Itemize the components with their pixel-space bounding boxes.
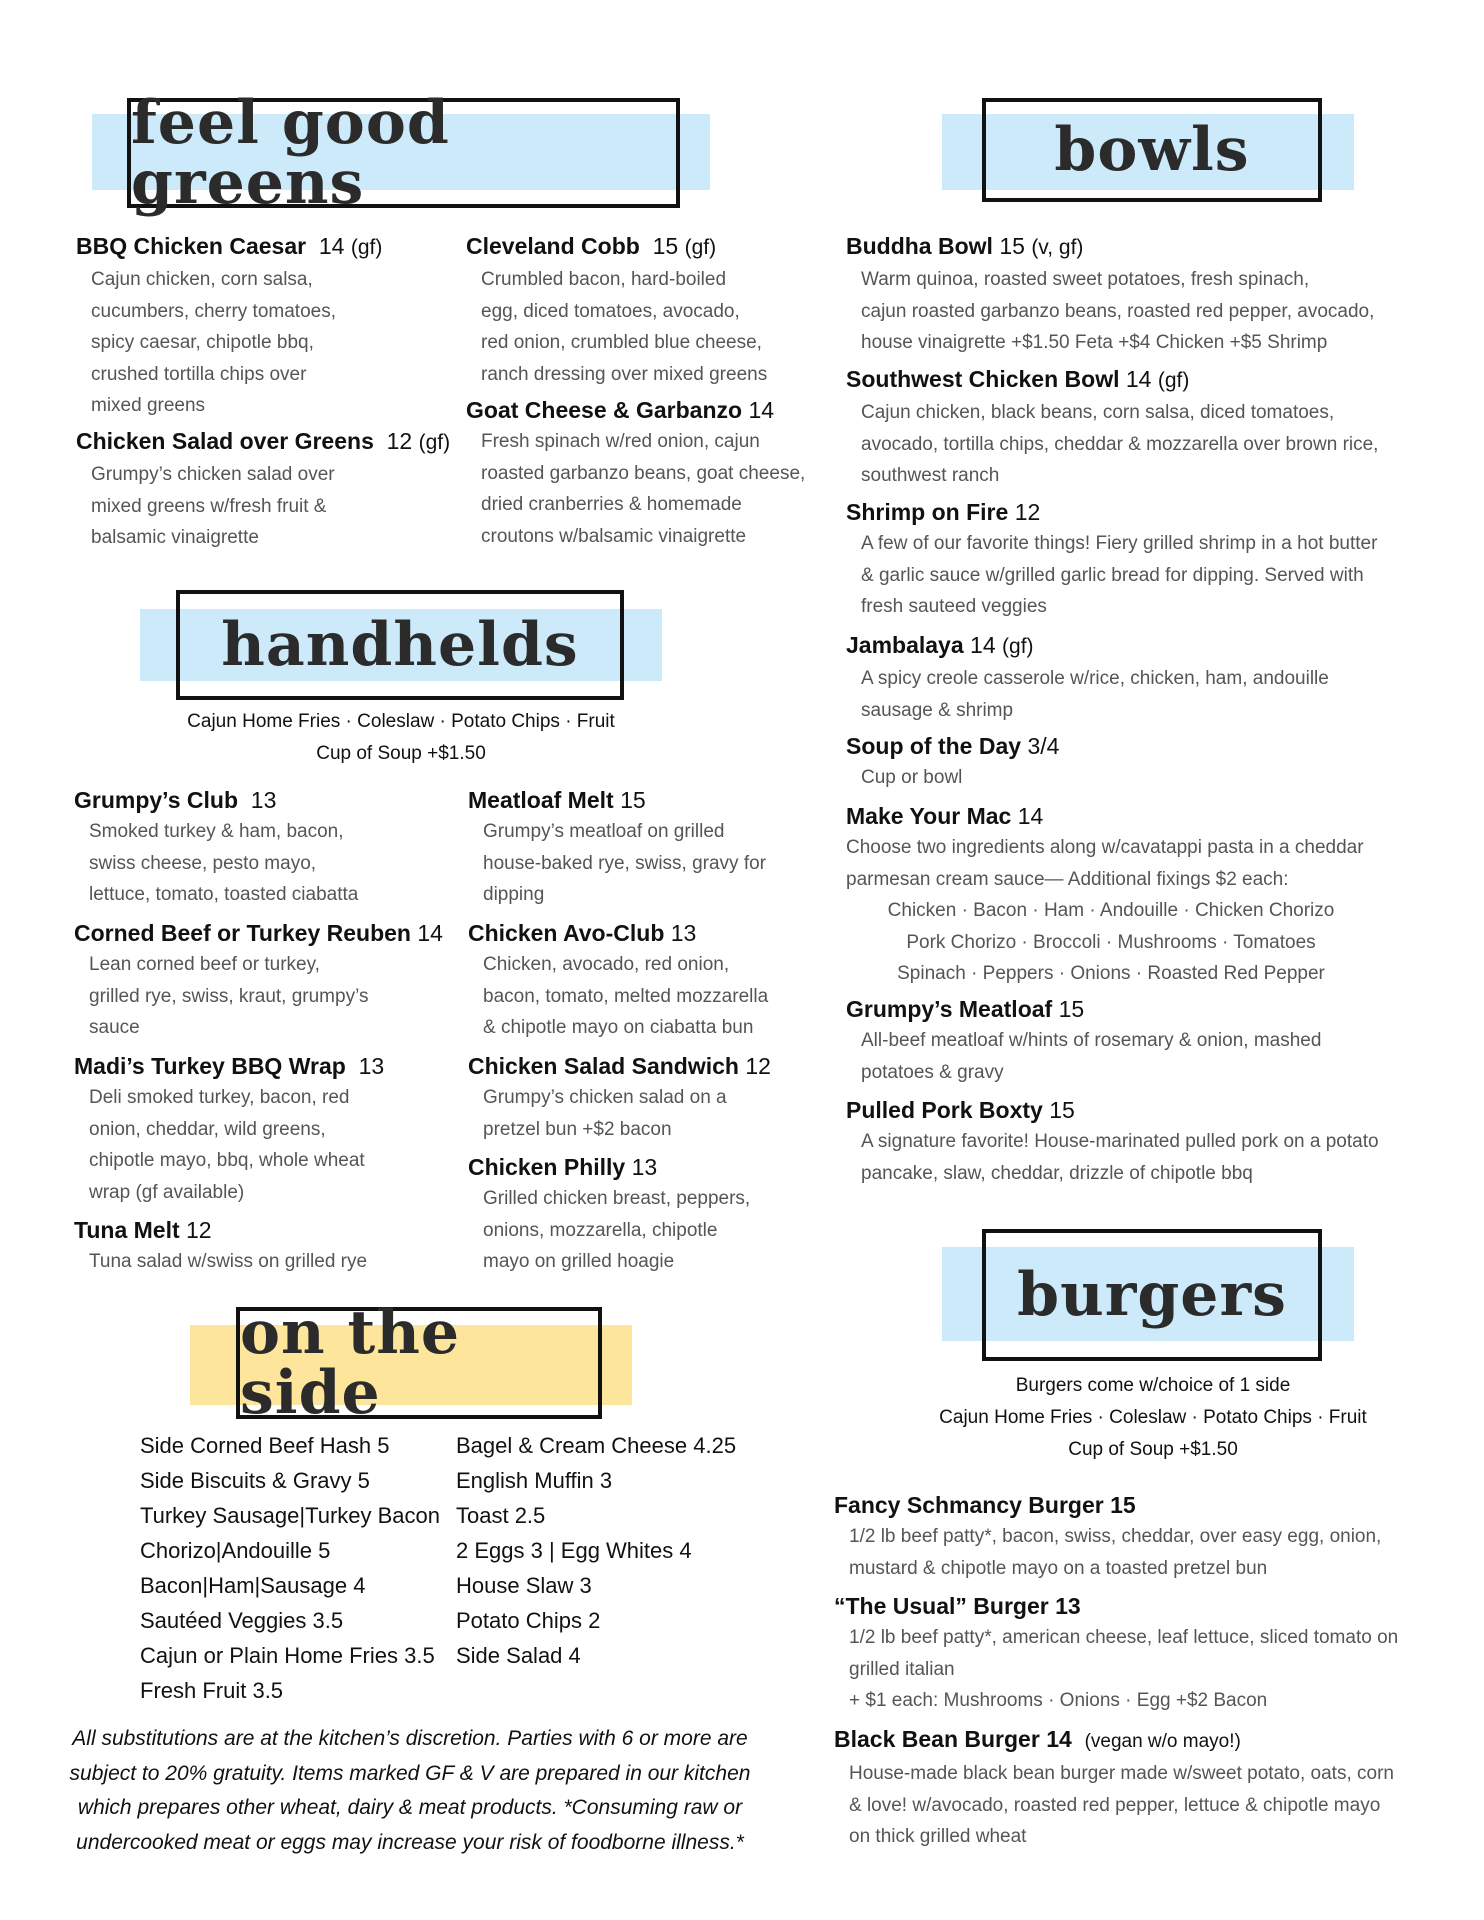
menu-item [834,1723,1394,1853]
menu-item [834,1590,1398,1717]
side-item: Side Corned Beef Hash 5 [140,1433,390,1458]
burgers-header [982,1229,1322,1361]
item-name: Corned Beef or Turkey Reuben [74,920,411,946]
item-description: Cajun chicken, black beans, corn salsa, diced tomatoes, avocado, tortilla chips, cheddar & mozzarella over brown rice, southwest ranch [861,402,1379,486]
item-name: Chicken Avo-Club [468,920,665,946]
side-item: Potato Chips 2 [456,1608,601,1633]
item-name: Shrimp on Fire [846,499,1009,525]
item-name: Goat Cheese & Garbanzo [466,397,743,423]
item-name: Make Your Mac [846,803,1012,829]
item-name: Chicken Salad over Greens [76,428,374,454]
item-price: 12 [745,1053,771,1079]
sides-list-left [140,1428,440,1708]
item-name: Cleveland Cobb [466,233,640,259]
item-name: Madi’s Turkey BBQ Wrap [74,1053,346,1079]
item-description: Lean corned beef or turkey, grilled rye, swiss, kraut, grumpy’s sauce [89,954,369,1038]
item-price: 12 [186,1217,212,1243]
side-item: Sautéed Veggies 3.5 [140,1608,344,1633]
side-item: Fresh Fruit 3.5 [140,1678,284,1703]
item-name: Jambalaya [846,632,964,658]
item-price: 13 [670,920,697,946]
menu-item [846,363,1378,492]
side-item: Side Biscuits & Gravy 5 [140,1468,370,1493]
menu-item [468,917,768,1044]
menu-item [74,917,443,1044]
item-name: Soup of the Day [846,733,1022,759]
item-tag: (gf) [1157,369,1190,392]
item-tag: (gf) [350,236,383,259]
side-item: Bagel & Cream Cheese 4.25 [456,1433,737,1458]
menu-item [834,1489,1381,1584]
item-description: Cajun chicken, corn salsa, cucumbers, cherry tomatoes, spicy caesar, chipotle bbq, crushed tortilla chips over mixed greens [91,269,336,416]
menu-item [74,1214,367,1278]
item-description: Smoked turkey & ham, bacon, swiss cheese, pesto mayo, lettuce, tomato, toasted ciabatta [89,821,359,905]
side-item: Cajun or Plain Home Fries 3.5 [140,1643,435,1668]
item-name: Tuna Melt [74,1217,180,1243]
item-name: Grumpy’s Meatloaf [846,996,1053,1022]
footer-disclaimer: All substitutions are at the kitchen’s discretion. Parties with 6 or more are subject to 20% gratuity. Items marked GF & V are prepared in our kitchen which prepares other wheat, dairy & meat products. *Consuming raw or undercooked meat or eggs may increase your risk of foodborne illness.* [69,1727,751,1854]
item-description: 1/2 lb beef patty*, american cheese, leaf lettuce, sliced tomato on grilled italian + $1 each: Mushrooms · Onions · Egg +$2 Bacon [849,1627,1399,1711]
item-price: 15 [1058,996,1085,1022]
item-price: 13 [250,787,277,813]
bowls-header [982,98,1322,202]
menu-item [846,993,1321,1088]
greens-title: feel good greens [131,88,450,218]
item-description: A signature favorite! House-marinated pulled pork on a potato pancake, slaw, cheddar, drizzle of chipotle bbq [861,1131,1379,1184]
sides-list-right [456,1428,736,1673]
item-name: Southwest Chicken Bowl [846,366,1120,392]
side-item: Bacon|Ham|Sausage 4 [140,1573,366,1598]
menu-item [846,1094,1379,1189]
item-price: 13 [358,1053,385,1079]
side-header [236,1298,602,1428]
item-description: Cup or bowl [861,767,963,788]
item-price: 14 [1017,803,1044,829]
mac-description: Choose two ingredients along w/cavatappi pasta in a cheddar parmesan cream sauce— Additional fixings $2 each: [846,837,1364,890]
menu-item [468,784,766,911]
item-description: Chicken, avocado, red onion, bacon, tomato, melted mozzarella & chipotle mayo on ciabatta bun [483,954,769,1038]
item-tag: (gf) [684,236,717,259]
side-item: Side Salad 4 [456,1643,581,1668]
burgers-title: burgers [1017,1260,1287,1330]
item-description: All-beef meatloaf w/hints of rosemary & onion, mashed potatoes & gravy [861,1030,1322,1083]
item-price: 15 [1049,1097,1075,1123]
item-description: Warm quinoa, roasted sweet potatoes, fresh spinach, cajun roasted garbanzo beans, roasted red pepper, avocado, house vinaigrette +$1.50 Feta +$4 Chicken +$5 Shrimp [861,269,1375,353]
item-name: Meatloaf Melt [468,787,614,813]
item-price: 12 [1014,499,1041,525]
item-description: Crumbled bacon, hard-boiled egg, diced tomatoes, avocado, red onion, crumbled blue cheese, ranch dressing over mixed greens [481,269,768,385]
menu-item [74,784,358,911]
side-item: Toast 2.5 [456,1503,546,1528]
item-tag: (v, gf) [1031,236,1084,259]
side-item: 2 Eggs 3 | Egg Whites 4 [456,1538,692,1563]
menu-item [468,1050,771,1145]
item-name: Chicken Philly [468,1154,626,1180]
item-price: 13 [631,1154,658,1180]
menu-item [76,230,382,422]
item-description: Grilled chicken breast, peppers, onions, mozzarella, chipotle mayo on grilled hoagie [483,1188,751,1272]
mac-options: Chicken · Bacon · Ham · Andouille · Chicken Chorizo Pork Chorizo · Broccoli · Mushrooms · Tomatoes Spinach · Peppers · Onions · Roasted Red Pepper [887,900,1335,984]
item-price: 15 [999,233,1025,259]
item-description: Deli smoked turkey, bacon, red onion, cheddar, wild greens, chipotle mayo, bbq, whole wheat wrap (gf available) [89,1087,365,1203]
item-name: Black Bean Burger 14 [834,1726,1072,1752]
menu-item [74,1050,384,1208]
item-price: 15 [652,233,679,259]
side-item: House Slaw 3 [456,1573,592,1598]
item-tag: (gf) [418,431,451,454]
handhelds-header [176,590,624,700]
burgers-sides-note: Burgers come w/choice of 1 side Cajun Home Fries · Coleslaw · Potato Chips · Fruit Cup of Soup +$1.50 [939,1375,1367,1460]
menu-item [846,629,1329,726]
menu-item [76,425,450,554]
item-price: 14 [1125,366,1152,392]
item-description: A spicy creole casserole w/rice, chicken, ham, andouille sausage & shrimp [861,668,1329,721]
item-description: A few of our favorite things! Fiery grilled shrimp in a hot butter & garlic sauce w/grilled garlic bread for dipping. Served with fresh sauteed veggies [861,533,1378,617]
item-description: 1/2 lb beef patty*, bacon, swiss, cheddar, over easy egg, onion, mustard & chipotle mayo on a toasted pretzel bun [849,1526,1382,1579]
item-description: Grumpy’s chicken salad on a pretzel bun +$2 bacon [483,1087,727,1140]
handhelds-title: handhelds [221,610,579,680]
item-name: Grumpy’s Club [74,787,238,813]
bowls-title: bowls [1054,115,1250,185]
item-price: 14 [970,632,996,658]
item-description: House-made black bean burger made w/sweet potato, oats, corn & love! w/avocado, roasted red pepper, lettuce & chipotle mayo on thick grilled wheat [849,1763,1394,1847]
menu-item [468,1151,750,1278]
menu-item [846,230,1374,359]
item-name: Chicken Salad Sandwich [468,1053,739,1079]
item-price: 12 [386,428,413,454]
item-price: 14 [748,397,775,423]
menu-item [846,496,1377,623]
item-price: 14 [417,920,443,946]
item-name: BBQ Chicken Caesar [76,233,307,259]
side-item: Chorizo|Andouille 5 [140,1538,331,1563]
item-price: 3/4 [1027,733,1060,759]
menu-item [466,230,767,390]
handhelds-sides-note: Cajun Home Fries · Coleslaw · Potato Chips · Fruit Cup of Soup +$1.50 [187,711,615,764]
item-description: Grumpy’s meatloaf on grilled house-baked rye, swiss, gravy for dipping [483,821,767,905]
item-name: “The Usual” Burger 13 [834,1593,1081,1619]
item-name: Fancy Schmancy Burger 15 [834,1492,1136,1518]
menu-item [466,394,805,552]
item-description: Fresh spinach w/red onion, cajun roasted garbanzo beans, goat cheese, dried cranberries & homemade croutons w/balsamic vinaigrette [481,431,806,547]
item-name: Pulled Pork Boxty [846,1097,1043,1123]
side-title: on the side [240,1298,461,1428]
item-tag: (vegan w/o mayo!) [1084,1731,1241,1752]
side-item: Turkey Sausage|Turkey Bacon [140,1503,441,1528]
item-price: 15 [620,787,646,813]
item-tag: (gf) [1002,635,1034,658]
item-description: Tuna salad w/swiss on grilled rye [89,1251,368,1272]
item-name: Buddha Bowl [846,233,993,259]
side-item: English Muffin 3 [456,1468,613,1493]
item-description: Grumpy’s chicken salad over mixed greens w/fresh fruit & balsamic vinaigrette [91,464,335,548]
greens-header [127,88,680,218]
item-price: 14 [318,233,345,259]
menu-item [846,730,1059,794]
menu-item [846,800,1376,990]
